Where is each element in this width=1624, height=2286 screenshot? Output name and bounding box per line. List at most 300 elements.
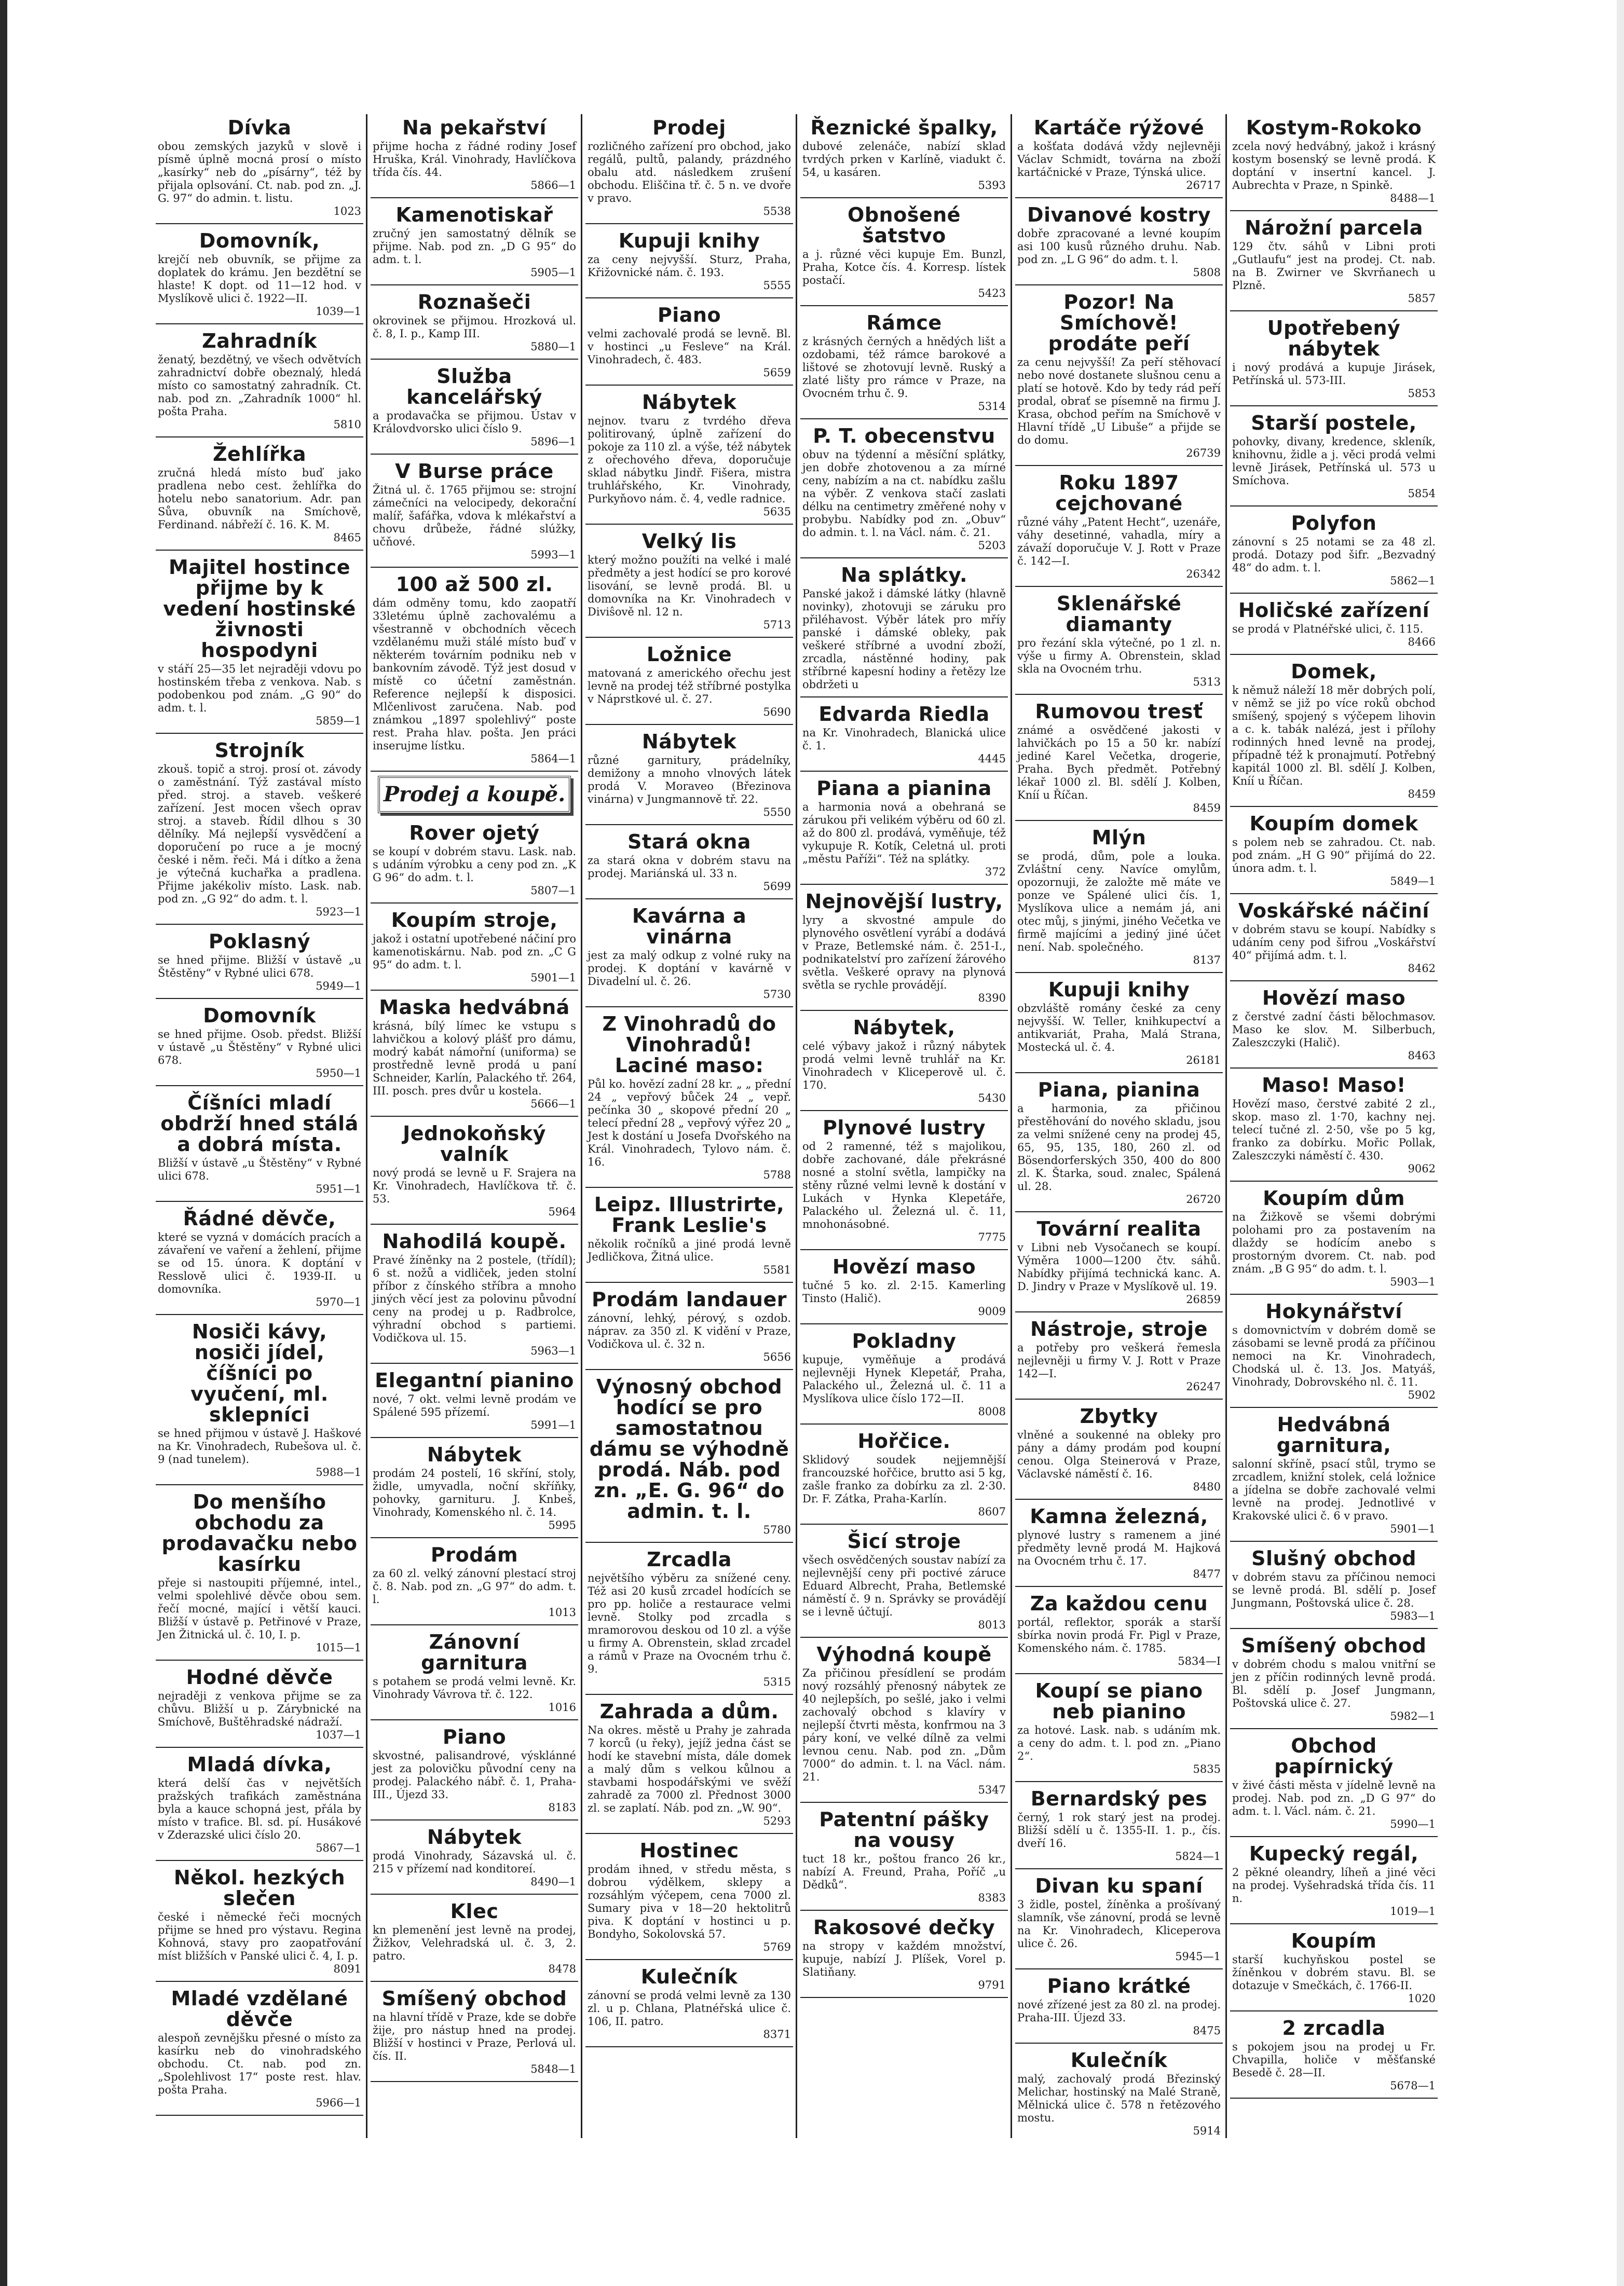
ad-body: všech osvědčených soustav nabízí za nejlevnější ceny při poctivé záruce Eduard Albrecht, Praha, Betlemské náměstí č. 9 n. Správky se provádějí se i levně účtují. <box>802 1554 1006 1618</box>
ad-body: a harmonia, za přičinou přestěhování do nového skladu, jsou za velmi snížené ceny na prodej 45, 65, 95, 135, 180, 260 zl. od Bösendorferských 350, 400 do 800 zl. K. Štarka, soud. znalec, Spálená ul. 28. <box>1017 1102 1221 1193</box>
classified-ad <box>371 363 578 455</box>
ad-code: 5293 <box>763 1815 791 1827</box>
ad-code: 5730 <box>763 988 791 1001</box>
classified-ad <box>371 571 578 772</box>
ad-title: Kulečník <box>1070 2049 1168 2072</box>
section-banner: Prodej a koupě. <box>378 776 571 813</box>
classified-ad <box>1015 1973 1223 2044</box>
ad-body: za 60 zl. velký zánovní plestací stroj č. 8. Nab. pod zn. „G 97“ do adm. t. l. <box>373 1567 576 1606</box>
ad-body: několik ročníků a jiné prodá levně Jedličkova, Žitná ulice. <box>588 1238 791 1263</box>
classified-ad <box>585 1191 793 1283</box>
ad-title: Domovník, <box>199 229 320 252</box>
ad-title: Pokladny <box>852 1330 957 1352</box>
ad-title: Upotřebený nábytek <box>1267 317 1401 360</box>
ad-body: různé váhy „Patent Hecht“, uzenáře, váhy desetinné, vahadla, míry a závaží doporučuje V. J. Rott v Praze č. 142—I. <box>1017 516 1221 567</box>
ad-code: 1019—1 <box>1390 1905 1436 1918</box>
ad-title: Řeznické špalky, <box>810 116 998 139</box>
classified-ad <box>1230 658 1438 807</box>
ad-title: Starší postele, <box>1251 412 1417 434</box>
ad-code: 5970—1 <box>316 1296 361 1308</box>
ad-code: 5866—1 <box>530 179 576 191</box>
classified-ads-page <box>156 114 1438 2138</box>
ad-code: 5859—1 <box>316 715 361 727</box>
column-rule <box>366 114 367 2138</box>
ad-body: skvostné, palisandrové, výsklánné jest za polovičku původní ceny na prodej. Palackého nábř. č. 1, Praha-III., Újezd 33. <box>373 1749 576 1801</box>
ad-title: Rakosové dečky <box>813 1916 995 1939</box>
ad-title: Elegantní pianino <box>375 1369 574 1392</box>
ad-code: 1023 <box>333 205 361 217</box>
classified-ad <box>800 888 1008 1011</box>
ad-code: 5905—1 <box>530 266 576 279</box>
ad-body: za cenu nejvyšší! Za peří stěhovací nebo nové dostanete slušnou cenu a platí se hotově. Kdo by tedy rád peří prodal, obrať se písemně na firmu J. Krasa, obchod peřím na Smíchově v Hlavní třídě „U Libuše“ a přijde se do domu. <box>1017 356 1221 446</box>
ad-code: 5896—1 <box>530 435 576 448</box>
ad-code: 8013 <box>978 1619 1006 1631</box>
ad-code: 5203 <box>978 539 1006 552</box>
classified-ad <box>1230 1185 1438 1295</box>
ad-code: 8465 <box>333 531 361 544</box>
classified-ad <box>371 1824 578 1895</box>
ad-body: jakož i ostatní upotřebené náčiní pro kamenotiskárnu. Nab. pod zn. „C G 95“ do adm. t. l. <box>373 933 576 971</box>
ad-body: zkouš. topič a stroj. prosí ot. závody o zaměstnání. Týž zastával místo před. stroj. a staveb. veškeré zařízení. Jest mocen všech oprav stroj. a staveb. Řídil dlhou s 30 dělníky. Má nejlepší vysvědčení a doporučení po ruce a je mocný české i něm. řeči. Má i dítko a žena je výtečná kuchařka a pradlena. Přijme jakékoliv místo. Lask. nab. pod zn. „G 92“ do adm. t. l. <box>158 763 361 905</box>
ad-body: v dobrém chodu s malou vnitřní se jen z příčin rodinných levně prodá. Bl. sdělí p. Josef Jungmann, Poštovská ulice č. 27. <box>1232 1658 1436 1709</box>
classified-ad <box>156 554 363 734</box>
ad-body: za stará okna v dobrém stavu na prodej. Mariánská ul. 33 n. <box>588 854 791 880</box>
ad-code: 1015—1 <box>316 1641 361 1654</box>
ad-title: Tovární realita <box>1036 1217 1202 1240</box>
ad-title: Kostym-Rokoko <box>1246 116 1422 139</box>
ad-body: prodám 24 postelí, 16 skříní, stoly, židle, umyvadla, noční skříňky, pohovky, garnituru. J. Knbeš, Vinohrady, Komenského nl. č. 14. <box>373 1467 576 1518</box>
ad-title: Nábytek, <box>853 1016 956 1039</box>
ad-body: starší kuchyňskou postel se žíněnkou v dobrém stavu. Bl. se dotazuje v Smečkách, č. 1766-II. <box>1232 1953 1436 1992</box>
ad-body: s domovnictvím v dobrém domě se zásobami se levně prodá za příčinou nemoci na Kr. Vinohradech, Chodská ul. č. 13. Jos. Matyáš, Vinohrady, Dobrovského nl. č. 11. <box>1232 1324 1436 1388</box>
classified-ad <box>800 1014 1008 1111</box>
ad-body: Žitná ul. č. 1765 přijmou se: strojní zámečníci na velocipedy, dekorační malíř, šafářka, vdova k mlékařství a chovu drůbeže, řádné slúžky, učňové. <box>373 484 576 548</box>
classified-ad <box>1015 1076 1223 1212</box>
ad-title: Roku 1897 cejchované <box>1055 471 1183 515</box>
ad-code: 8459 <box>1193 802 1221 814</box>
ad-title: Maso! Maso! <box>1262 1074 1406 1097</box>
classified-ad <box>585 1286 793 1370</box>
ad-body: které se vyzná v domácích pracích a závaření ve vaření a žehlení, přijme se od 15. února. K doptání v Resslově ulici č. 1939-II. u domovníka. <box>158 1231 361 1295</box>
classified-ad <box>156 1002 363 1086</box>
ad-body: přijme hocha z řádné rodiny Josef Hruška, Král. Vinohrady, Havlíčkova třída čís. 44. <box>373 140 576 179</box>
ad-title: Domek, <box>1291 660 1377 683</box>
ad-body: jest za malý odkup z volné ruky na prodej. K doptání v kavárně v Divadelní ul. č. 26. <box>588 949 791 988</box>
ad-body: obou zemských jazyků v slově i písmě úplně mocná prosí o místo „kasírky“ neb do „písárny“, též by přijala oplsování. Ct. nab. pod zn. „J. G. 97“ do admin. t. listu. <box>158 140 361 204</box>
classified-ad <box>156 1318 363 1485</box>
ad-title: Strojník <box>214 739 305 762</box>
ad-title: Nábytek <box>642 391 737 414</box>
ad-body: známé a osvědčené jakosti v lahvičkách po 15 a 50 kr. nabízí jediné Karel Večetka, drogerie, Praha. Bych předmět. Potřebný lékař 1000 zl. Bl. sdělí J. Kolben, Kníí u Říčan. <box>1017 724 1221 801</box>
ad-code: 372 <box>985 866 1006 878</box>
ad-body: černý, 1 rok starý jest na prodej. Bližší sdělí u č. 1355-II. 1. p., čís. dveří 16. <box>1017 1811 1221 1850</box>
ad-title: Stará okna <box>627 830 751 853</box>
ad-body: z čerstvé zadní části bělochmasov. Maso ke slov. M. Silberbuch, Zaleszczyki (Halič). <box>1232 1010 1436 1049</box>
ad-code: 5780 <box>763 1524 791 1536</box>
ad-title: Majitel hostince přijme by k vedení hostinské živnosti hospodyni <box>163 556 356 662</box>
ad-title: 2 zrcadla <box>1282 2017 1386 2039</box>
ad-body: v stáří 25—35 let nejraději vdovu po hostinském třeba z venkova. Nab. s podobenkou pod znám. „G 90“ do adm. t. l. <box>158 663 361 714</box>
ad-title: Obchod papírnický <box>1274 1734 1394 1778</box>
ad-body: prodá Vinohrady, Sázavská ul. č. 215 v přízemí nad konditoreí. <box>373 1850 576 1875</box>
ad-title: Hostinec <box>639 1839 739 1862</box>
ad-code: 5923—1 <box>316 906 361 918</box>
ad-title: Koupím domek <box>1249 812 1418 835</box>
ad-title: Pozor! Na Smíchově! prodáte peří <box>1048 291 1190 355</box>
ad-title: 100 až 500 zl. <box>395 573 553 596</box>
ad-code: 5538 <box>763 205 791 217</box>
ad-code: 5903—1 <box>1390 1276 1436 1288</box>
classified-ad <box>1015 289 1223 466</box>
ad-code: 8480 <box>1193 1481 1221 1493</box>
ad-code: 5991—1 <box>530 1419 576 1431</box>
ad-title: Číšníci mladí obdrží hned stálá a dobrá místa. <box>160 1091 359 1156</box>
classified-ad <box>1230 314 1438 406</box>
ad-code: 5862—1 <box>1390 574 1436 587</box>
ad-body: Pravé žíněnky na 2 postele, (třídíl); 6 st. nožů a vidliček, jeden stolní příbor z čínského stříbra a mnoho jiných věcí jest za polovinu původní ceny na prodej u p. Radbrolce, výhradní obchod s partiemi. Vodičkova ul. 15. <box>373 1254 576 1344</box>
ad-title: Nosiči kávy, nosiči jídel, číšníci po vyučení, ml. sklepníci <box>190 1320 329 1426</box>
ad-body: pohovky, divany, kredence, skleník, knihovnu, židle a j. věci prodá velmi levně Jirásek, Petřínská ul. 573 u Smíchova. <box>1232 435 1436 487</box>
classified-ad <box>1230 897 1438 981</box>
ad-code: 5550 <box>763 806 791 818</box>
classified-ad <box>1015 1503 1223 1587</box>
classified-ad <box>1230 1298 1438 1408</box>
ad-code: 1037—1 <box>316 1729 361 1741</box>
ad-body: matovaná z amerického ořechu jest levně na prodej též stříbrné postylka v Náprstkové ul. č. 27. <box>588 667 791 705</box>
classified-ad <box>585 528 793 638</box>
ad-body: plynové lustry s ramenem a jiné předměty levně prodá M. Hajková na Ovocném trhu č. 17. <box>1017 1529 1221 1567</box>
classified-ad <box>156 1985 363 2116</box>
classified-ad <box>1230 1840 1438 1924</box>
classified-ad <box>1230 984 1438 1069</box>
ad-code: 8490—1 <box>530 1876 576 1888</box>
ad-body: zánovní se prodá velmi levně za 130 zl. u p. Chlana, Platnéřská ulice č. 106, II. patro. <box>588 1989 791 2028</box>
classified-ad <box>1230 1072 1438 1182</box>
classified-ad <box>800 1914 1008 1998</box>
classified-ad <box>156 1488 363 1661</box>
ad-body: obzvláště romány české za ceny nejvyšší. W. Teller, knihkupectví a antikvariát, Praha, Malá Strana, Mostecká ul. č. 4. <box>1017 1002 1221 1053</box>
ads-column-5 <box>1015 114 1223 2138</box>
ad-body: okrovinek se přijmou. Hrozková ul. č. 8, I. p., Kamp III. <box>373 314 576 340</box>
ad-title: Smíšený obchod <box>1241 1634 1427 1657</box>
classified-ad <box>1230 214 1438 311</box>
ad-code: 5848—1 <box>530 2063 576 2075</box>
classified-ad <box>585 1010 793 1188</box>
ad-code: 5690 <box>763 706 791 718</box>
ad-code: 8475 <box>1193 2024 1221 2037</box>
ad-body: která delší čas v největších pražských trafikách zaměstnána byla a kauce schopná jest, přála by místo v trafice. Bl. sd. pí. Husákové v Zderazské ulici číslo 20. <box>158 1777 361 1841</box>
classified-ad <box>371 1441 578 1538</box>
ad-title: Klec <box>450 1900 499 1923</box>
classified-ad <box>371 1367 578 1438</box>
classified-ad <box>156 114 363 224</box>
ad-code: 5945—1 <box>1175 1950 1221 1963</box>
ad-body: s pokojem jsou na prodej u Fr. Chvapilla, holiče v měšťanské Besedě č. 28—II. <box>1232 2041 1436 2079</box>
ad-code: 5902 <box>1408 1389 1436 1401</box>
ad-title: Zahradník <box>202 330 317 352</box>
ad-code: 9791 <box>978 1979 1006 1991</box>
ad-body: v dobrém stavu se koupí. Nabídky s udáním ceny pod šifrou „Voskářství 40“ přijímá adm. t. l. <box>1232 923 1436 962</box>
classified-ad <box>585 728 793 825</box>
ad-title: Nejnovější lustry, <box>805 890 1003 913</box>
classified-ad <box>1015 469 1223 587</box>
classified-ad <box>585 1546 793 1695</box>
ad-code: 5581 <box>763 1264 791 1276</box>
classified-ad <box>585 1698 793 1834</box>
ad-body: velmi zachovalé prodá se levně. Bl. v hostinci „u Fesleve“ na Král. Vinohradech, č. 483. <box>588 327 791 366</box>
ad-title: Plynové lustry <box>823 1116 986 1139</box>
ad-title: Piano <box>657 304 721 326</box>
ad-title: Žehlířka <box>212 443 307 466</box>
classified-ad <box>1230 597 1438 655</box>
classified-ad <box>1230 1545 1438 1629</box>
ad-body: a harmonia nová a obehraná se zárukou při velikém výběru od 60 zl. až do 800 zl. prodává, vyměňuje, též vykupuje R. Kotík, Celetná ul. proti „městu Paříži“. Též na splátky. <box>802 801 1006 865</box>
classified-ad <box>371 994 578 1117</box>
ad-code: 8183 <box>548 1801 576 1814</box>
ad-body: Hovězí maso, čerstvé zabité 2 zl., skop. maso zl. 1·70, kachny nej. telecí tučné zl. 2·50, vše po 5 kg, franko za dobírku. Mořic Pollak, Zaleszczyki náměstí č. 430. <box>1232 1098 1436 1162</box>
column-rule <box>796 114 797 2138</box>
ad-code: 5982—1 <box>1390 1710 1436 1722</box>
classified-ad <box>1230 1732 1438 1837</box>
ad-title: Kamna železná, <box>1030 1505 1208 1528</box>
ad-code: 5864—1 <box>530 752 576 765</box>
ad-body: dám odměny tomu, kdo zaopatří 33letému úplně zachovalému a všestranně v obchodních věcech vzdělanému muži stálé místo buď v některém továrním podniku neb v bankovním závodě. Týž jest dosud v místě co účetní zaměstnán. Reference nejlepší k disposici. Mlčenlivost zaručena. Nab. pod známkou „1897 spolehlivý“ poste rest. Praha hlav. pošta. Jen práci inserujme lístku. <box>373 597 576 752</box>
classified-ad <box>1015 1677 1223 1782</box>
ad-body: nejnov. tvaru z tvrdého dřeva politirovaný, úplně zařízení do pokoje za 110 zl. a výše, též nábytek z ořechového dřeva, doporučuje sklad nábytku Jindř. Fišera, mistra truhlářského, Kr. Vinohrady, Purkyňovo nám. č. 4, vedle radnice. <box>588 415 791 505</box>
ad-code: 5315 <box>763 1676 791 1688</box>
ad-code: 5963—1 <box>530 1345 576 1357</box>
ad-body: se koupí v dobrém stavu. Lask. nab. s udáním výrobku a ceny pod zn. „K G 96“ do adm. t. l. <box>373 845 576 884</box>
ad-body: Půl ko. hovězí zadní 28 kr. „ „ přední 24 „ vepřový bůček 24 „ vepř. pečínka 30 „ skopové přední 20 „ telecí přední 28 „ vepřový výřez 20 „ Jest k dostání u Josefa Dvořského na Král. Vinohradech, Tylovo nám. č. 16. <box>588 1078 791 1168</box>
ad-code: 26859 <box>1186 1293 1221 1306</box>
ad-body: různé garnitury, prádelníky, demižony a mnoho vlnových látek prodá V. Moraveo (Březinova vinárna) v Jungmannově tř. 22. <box>588 754 791 805</box>
ad-title: Leipz. Illustrirte, Frank Leslie's <box>594 1193 785 1237</box>
ad-title: Prodej <box>652 116 726 139</box>
classified-ad <box>1230 2015 1438 2099</box>
ad-code: 5880—1 <box>530 340 576 353</box>
classified-ad <box>1015 698 1223 821</box>
classified-ad <box>585 1963 793 2047</box>
ad-body: a prodavačka se přijmou. Ústav v Královdvorsko ulici číslo 9. <box>373 409 576 435</box>
ad-title: Velký lis <box>642 530 737 553</box>
ad-title: Nábytek <box>427 1826 522 1849</box>
classified-ad <box>800 701 1008 772</box>
ad-body: kupuje, vyměňuje a prodává nejlevněji Hynek Klepetář, Praha, Palackého ul., Železná ul. č. 11 a Myslíkova ulice číslo 172—II. <box>802 1353 1006 1405</box>
ad-body: pro řezání skla výtečné, po 1 zl. n. výše u firmy A. Obrenstein, sklad skla na Ovocném trhu. <box>1017 637 1221 675</box>
classified-ad <box>800 309 1008 419</box>
ad-title: Poklasný <box>208 930 311 953</box>
ad-title: Patentní pášky na vousy <box>819 1808 989 1852</box>
ad-title: Šicí stroje <box>847 1530 961 1553</box>
ad-title: Zánovní garnitura <box>421 1631 528 1674</box>
ad-body: lyry a skvostné ampule do plynového osvětlení vyrábí a dodává v Praze, Betlemské nám. č. 251-I., podnikatelství pro zařízení žárového světla. Veškeré opravy na plynová světla se rychle provádějí. <box>802 914 1006 991</box>
ad-body: a košťata dodává vždy nejlevněji Václav Schmidt, továrna na zboží kartáčnické v Praze, Týnská ulice. <box>1017 140 1221 179</box>
ad-title: Rover ojetý <box>409 822 540 844</box>
ad-code: 5988—1 <box>316 1466 361 1479</box>
ad-code: 8462 <box>1408 962 1436 975</box>
ad-body: se prodá v Platnéřské ulici, č. 115. <box>1232 623 1424 635</box>
ad-title: Služba kancelářský <box>406 365 542 408</box>
column-rule <box>1225 114 1227 2138</box>
ad-body: ženatý, bezdětný, ve všech odvětvích zahradnictví dobře obeznalý, hledá místo co samostatný zahradník. Ct. nab. pod zn. „Zahradník 1000“ hl. pošta Praha. <box>158 353 361 418</box>
ad-title: Piana, pianina <box>1038 1078 1200 1101</box>
ad-code: 26720 <box>1186 1193 1221 1206</box>
ad-title: Koupím stroje, <box>391 909 558 932</box>
ad-title: Zrcadla <box>647 1548 732 1571</box>
ad-code: 5993—1 <box>530 549 576 561</box>
classified-ad <box>1015 1590 1223 1674</box>
ad-title: Domovník <box>203 1004 316 1027</box>
ad-code: 5834—I <box>1178 1655 1221 1667</box>
classified-ad <box>585 1373 793 1543</box>
ad-body: 3 židle, postel, žíněnka a prošívaný slamník, vše zánovní, prodá se levně na Kr. Vinohradech, Kliceperova ulice č. 26. <box>1017 1898 1221 1950</box>
ad-code: 8478 <box>548 1963 576 1975</box>
ad-title: Kamenotiskař <box>395 203 553 226</box>
ad-code: 5347 <box>978 1784 1006 1796</box>
ad-body: vlněné a soukenné na obleky pro pány a dámy prodám pod koupní cenou. Olga Steinerová v Praze, Václavské náměstí č. 16. <box>1017 1429 1221 1480</box>
ad-body: k němuž náleží 18 měr dobrých polí, v němž se již po více roků obchod smíšený, spojený s výčepem lihovin a c. k. tabák nalézá, jest i přílohy rodinných hned levně na prodej, případně též k pronajmutí. Potřebný kapitál 1000 zl. Bl. sdělí J. Kolben, Kníí u Říčan. <box>1232 684 1436 787</box>
ad-body: alespoň zevnějšku přesné o místo za kasírku neb do vinohradského obchodu. Ct. nab. pod zn. „Spolehlivost 17“ poste rest. hlav. pošta Praha. <box>158 2032 361 2096</box>
ad-code: 5950—1 <box>316 1067 361 1079</box>
ad-title: Edvarda Riedla <box>818 703 990 726</box>
ad-code: 5857 <box>1408 292 1436 305</box>
ad-code: 5810 <box>333 418 361 431</box>
classified-ad <box>156 441 363 551</box>
classified-ad <box>1015 1872 1223 1969</box>
classified-ad <box>1015 114 1223 198</box>
ad-title: Koupím <box>1291 1929 1377 1952</box>
ad-body: se hned přijme. Osob. předst. Bližší v ústavě „u Štěstěny“ v Rybné ulici 678. <box>158 1028 361 1066</box>
ad-code: 26739 <box>1186 447 1221 459</box>
ads-column-2 <box>371 114 578 2138</box>
ad-code: 5949—1 <box>316 980 361 992</box>
ad-code: 26181 <box>1186 1054 1221 1066</box>
ad-title: Kupecký regál, <box>1249 1842 1419 1865</box>
ad-body: přeje si nastoupiti příjemné, intel., velmi spolehlivé děvče obou sem. řečí mocné, mající i větší kauci. Bližší v ústavě p. Petřinové v Praze, Jen Žitnická ul. č. 10, I. p. <box>158 1577 361 1641</box>
classified-ad <box>1015 1316 1223 1400</box>
ad-code: 5983—1 <box>1390 1610 1436 1622</box>
classified-ad <box>371 1120 578 1225</box>
column-rule <box>581 114 582 2138</box>
ad-title: Dívka <box>227 116 292 139</box>
classified-ad <box>371 1723 578 1820</box>
ad-body: se hned přijmou v ústavě J. Haškové na Kr. Vinohradech, Rubešova ul. č. 9 (nad tunelem). <box>158 1427 361 1466</box>
classified-ad <box>156 1864 363 1982</box>
ad-code: 5666—1 <box>530 1098 576 1110</box>
ad-title: Za každou cenu <box>1030 1592 1208 1615</box>
classified-ad <box>800 775 1008 885</box>
ad-body: který možno použíti na velké i malé předměty a jest hodící se pro korové lisování, se levně prodá. Bl. u domovníka na Kr. Vinohradech v Diviŝově nl. 12 n. <box>588 554 791 618</box>
classified-ad <box>1230 510 1438 594</box>
ad-code: 5966—1 <box>316 2097 361 2109</box>
ad-code: 5914 <box>1193 2125 1221 2137</box>
ad-title: Kartáče rýžové <box>1033 116 1205 139</box>
ad-title: Roznašeči <box>417 291 531 313</box>
ad-body: dobře zpracované a levné koupím asi 100 kusů různého druhu. Nab. pod zn. „L G 96“ do adm. t. l. <box>1017 227 1221 266</box>
ad-body: krásná, bílý límec ke vstupu s lahvičkou a kolový plášť pro dámu, modrý kabát námořní (uniforma) se prostředně levně prodá u paní Schneider, Karlín, Palackého tř. 264, III. posch. pres dvůr u kostela. <box>373 1020 576 1097</box>
ad-code: 8371 <box>763 2028 791 2041</box>
ad-code: 5423 <box>978 287 1006 299</box>
ad-code: 5901—1 <box>1390 1523 1436 1535</box>
ad-code: 8091 <box>333 1963 361 1975</box>
ad-title: Rámce <box>866 311 942 334</box>
classified-ad <box>371 201 578 285</box>
ad-body: zánovní, lehký, pérový, s ozdob. náprav. za 350 zl. K vidění v Praze, Vodičkova ul. č. 32 n. <box>588 1312 791 1350</box>
classified-ad <box>1230 1632 1438 1729</box>
ad-code: 8466 <box>1408 636 1436 648</box>
ad-title: P. T. obecenstvu <box>813 425 995 447</box>
classified-ad <box>1230 810 1438 894</box>
ad-body: tuct 18 kr., poštou franco 26 kr., nabízí A. Freund, Praha, Poříč „u Dědků“. <box>802 1853 1006 1891</box>
ad-body: rozličného zařízení pro obchod, jako regálů, pultů, palandy, prázdného obalu atd. následkem zrušení obchodu. Eliščina tř. č. 5 n. ve dvoře v pravo. <box>588 140 791 204</box>
ad-code: 5713 <box>763 619 791 631</box>
classified-ad <box>1015 590 1223 695</box>
ad-body: na hlavní třídě v Praze, kde se dobře žije, pro nástup hned na prodej. Bližší v hostinci v Praze, Perlová ul. čís. II. <box>373 2011 576 2062</box>
ad-title: Hořčice. <box>857 1430 951 1453</box>
ad-body: největšího výběru za snížené ceny. Též asi 20 kusů zrcadel hodících se pro pp. holiče a restaurace velmi levně. Stolky pod zrcadla s mramorovou deskou od 10 zl. a výše u firmy A. Obrenstein, sklad zrcadel a rámů v Praze na Ovocném trhu č. 9. <box>588 1572 791 1675</box>
ad-title: Ložnice <box>646 643 732 666</box>
classified-ad <box>156 227 363 324</box>
ad-title: Hovězí maso <box>832 1255 976 1278</box>
classified-ad <box>800 1806 1008 1911</box>
ad-title: Smíšený obchod <box>381 1987 567 2010</box>
classified-ad <box>371 289 578 360</box>
classified-ad <box>156 1089 363 1202</box>
ad-code: 5951—1 <box>316 1183 361 1195</box>
classified-ad <box>1230 1927 1438 2011</box>
ad-title: Na splátky. <box>841 564 967 586</box>
ad-code: 5656 <box>763 1351 791 1363</box>
ad-title: Rumovou tresť <box>1035 700 1203 723</box>
ad-body: tučné 5 ko. zl. 2·15. Kamerling Tinsto (Halič). <box>802 1279 1006 1305</box>
ad-title: V Burse práce <box>395 460 554 483</box>
ad-title: Sklenářské diamanty <box>1056 592 1182 636</box>
ad-code: 5678—1 <box>1390 2079 1436 2092</box>
ad-title: Obnošené šatstvo <box>848 203 961 247</box>
ad-body: v živé části města v jídelně levně na prodej. Nab. pod zn. „D G 97“ do adm. t. l. Václ. nám. č. 21. <box>1232 1779 1436 1817</box>
ads-column-1 <box>156 114 363 2138</box>
ad-code: 8607 <box>978 1505 1006 1518</box>
ad-code: 8137 <box>1193 954 1221 966</box>
ad-body: nové zřízené jest za 80 zl. na prodej. Praha-III. Újezd 33. <box>1017 1998 1221 2024</box>
classified-ad <box>1230 409 1438 507</box>
ad-code: 5901—1 <box>530 971 576 984</box>
ad-body: 2 pěkné oleandry, líheň a jiné věci na prodej. Vyšehradská třída čís. 11 n. <box>1232 1866 1436 1905</box>
ad-title: Maska hedvábná <box>379 996 570 1019</box>
ad-title: Mladá dívka, <box>187 1753 332 1776</box>
ad-body: i nový prodává a kupuje Jirásek, Petřínská ul. 573-III. <box>1232 361 1436 387</box>
ad-code: 5849—1 <box>1390 875 1436 887</box>
ad-title: Polyfon <box>1291 512 1377 535</box>
ad-body: salonní skříně, psací stůl, trymo se zrcadlem, knižní stolek, celá ložnice a jídelna se dobře zachovalé velmi levně na prodej. Jednotlivé v Krakovské ulici č. 6 v pravo. <box>1232 1458 1436 1522</box>
ad-body: dubové zelenáče, nabízí sklad tvrdých prken v Karlíně, viadukt č. 54, u kasáren. <box>802 140 1006 179</box>
ad-code: 5824—1 <box>1175 1850 1221 1863</box>
ad-code: 5808 <box>1193 266 1221 279</box>
ad-code: 5635 <box>763 505 791 518</box>
column-rule <box>1011 114 1012 2138</box>
ad-title: Piana a pianina <box>816 777 992 800</box>
ad-body: Sklidový soudek nejjemnější francouzské hořčice, brutto asi 5 kg, zašle franko za dobírku za zl. 2·30. Dr. F. Zátka, Praha-Karlín. <box>802 1454 1006 1505</box>
ad-title: Z Vinohradů do Vinohradů! Laciné maso: <box>602 1012 776 1077</box>
ad-title: Řádné děvče, <box>183 1207 336 1230</box>
ad-code: 4445 <box>978 752 1006 765</box>
ad-body: v dobrém stavu za příčinou nemoci se levně prodá. Bl. sdělí p. Josef Jungmann, Poštovská ulice č. 28. <box>1232 1571 1436 1609</box>
classified-ad <box>156 737 363 925</box>
ad-title: Nábytek <box>427 1443 522 1466</box>
classified-ad <box>800 1428 1008 1525</box>
ad-title: Koupím dům <box>1263 1187 1405 1210</box>
ad-body: s polem neb se zahradou. Ct. nab. pod znám. „H G 90“ přijímá do 22. února adm. t. l. <box>1232 836 1436 874</box>
